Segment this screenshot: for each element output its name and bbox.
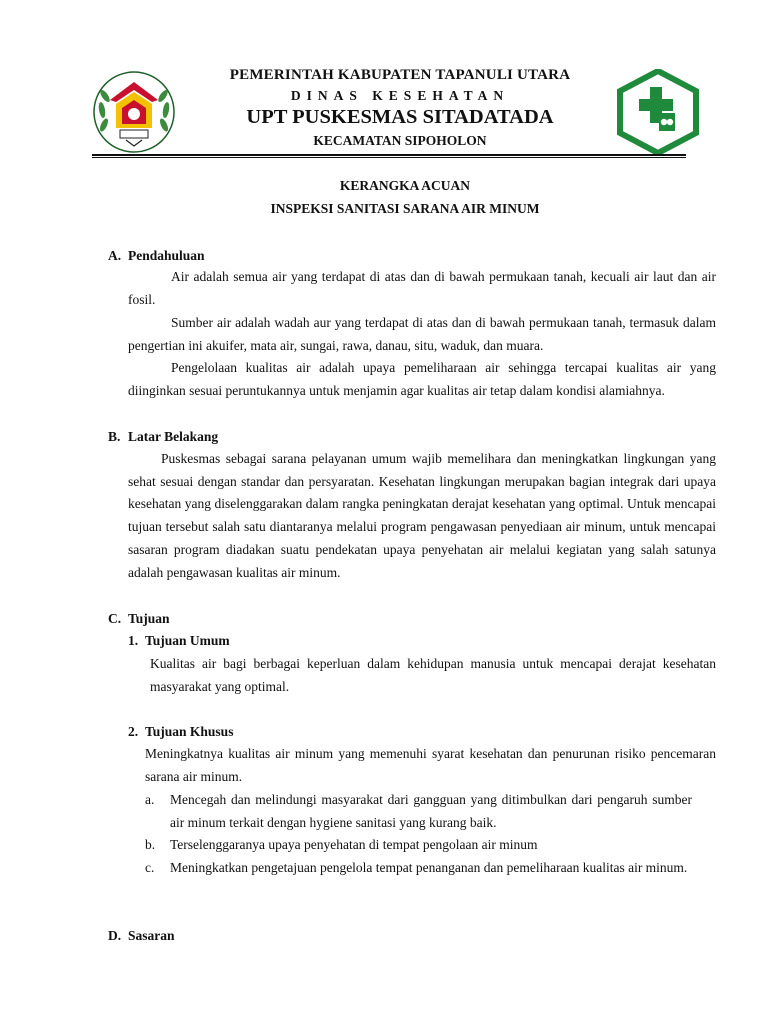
subsection-number: 1. — [128, 633, 139, 648]
letterhead-department: DINAS KESEHATAN — [290, 88, 510, 103]
section-a-heading — [108, 248, 205, 264]
regency-emblem-icon — [92, 70, 176, 154]
subsection-title: Tujuan Khusus — [145, 724, 234, 739]
section-title: Tujuan — [128, 611, 170, 626]
document-title: KERANGKA ACUAN — [339, 178, 471, 193]
list-marker: a. — [145, 792, 155, 807]
subsection-2-heading — [128, 724, 233, 740]
section-title: Latar Belakang — [128, 429, 219, 444]
section-letter: B. — [108, 429, 121, 444]
paragraph: Puskesmas sebagai sarana pelayanan umum wajib memelihara dan meningkatkan lingkungan yang sehat sesuai dengan standar dan persyaratan. Kesehatan lingkungan merupakan bagian integrak dari upaya kesehatan yang diselenggarakan dalam rangka peningkatan derajat kesehatan yang optimal. Untuk mencapai tujuan tersebut salah satu diantaranya melalui program pengawasan penyediaan air minum, untuk mencapai sasaran program diadakan suatu pendekatan upaya penyehatan air melalui kegiatan yang salah satunya adalah pengawasan kualitas air minum. — [128, 451, 716, 580]
list-text: Mencegah dan melindungi masyarakat dari gangguan yang ditimbulkan dari pengaruh sumber air minum terkait dengan hygiene sanitasi yang kurang baik. — [170, 792, 692, 830]
letterhead-district: KECAMATAN SIPOHOLON — [313, 133, 487, 148]
section-letter: D. — [108, 928, 122, 943]
section-title: Pendahuluan — [128, 248, 205, 263]
puskesmas-cross-logo-icon — [617, 69, 699, 155]
letterhead-institution: UPT PUSKESMAS SITADATADA — [246, 106, 554, 128]
letterhead-government: PEMERINTAH KABUPATEN TAPANULI UTARA — [229, 67, 571, 83]
paragraph: Kualitas air bagi berbagai keperluan dalam kehidupan manusia untuk mencapai derajat kesehatan masyarakat yang optimal. — [150, 656, 716, 694]
paragraph: Pengelolaan kualitas air adalah upaya pemeliharaan air sehingga tercapai kualitas air yang diinginkan sesuai peruntukannya untuk menjamin agar kualitas air tetap dalam kondisi alamiahnya. — [128, 360, 716, 398]
paragraph: Meningkatnya kualitas air minum yang memenuhi syarat kesehatan dan penurunan risiko pencemaran sarana air minum. — [145, 746, 716, 784]
section-c-heading — [108, 611, 170, 627]
list-marker: b. — [145, 837, 156, 852]
section-d-heading — [108, 928, 175, 944]
section-letter: A. — [108, 248, 122, 263]
list-marker: c. — [145, 860, 155, 875]
paragraph: Sumber air adalah wadah aur yang terdapat di atas dan di bawah permukaan tanah, termasuk dalam pengertian ini akuifer, mata air, sungai, rawa, danau, situ, waduk, dan muara. — [128, 315, 716, 353]
list-text: Terselenggaranya upaya penyehatan di tempat pengolaan air minum — [170, 837, 538, 852]
document-subtitle: INSPEKSI SANITASI SARANA AIR MINUM — [270, 201, 540, 216]
section-title: Sasaran — [128, 928, 175, 943]
subsection-number: 2. — [128, 724, 139, 739]
subsection-title: Tujuan Umum — [145, 633, 230, 648]
list-text: Meningkatkan pengetajuan pengelola tempat penanganan dan pemeliharaan kualitas air minum. — [170, 860, 688, 875]
letterhead-divider — [92, 154, 686, 156]
letterhead-divider-thin — [92, 157, 686, 158]
section-letter: C. — [108, 611, 122, 626]
section-b-heading — [108, 429, 218, 445]
paragraph: Air adalah semua air yang terdapat di atas dan di bawah permukaan tanah, kecuali air laut dan air fosil. — [128, 269, 716, 307]
subsection-1-heading — [128, 633, 230, 649]
